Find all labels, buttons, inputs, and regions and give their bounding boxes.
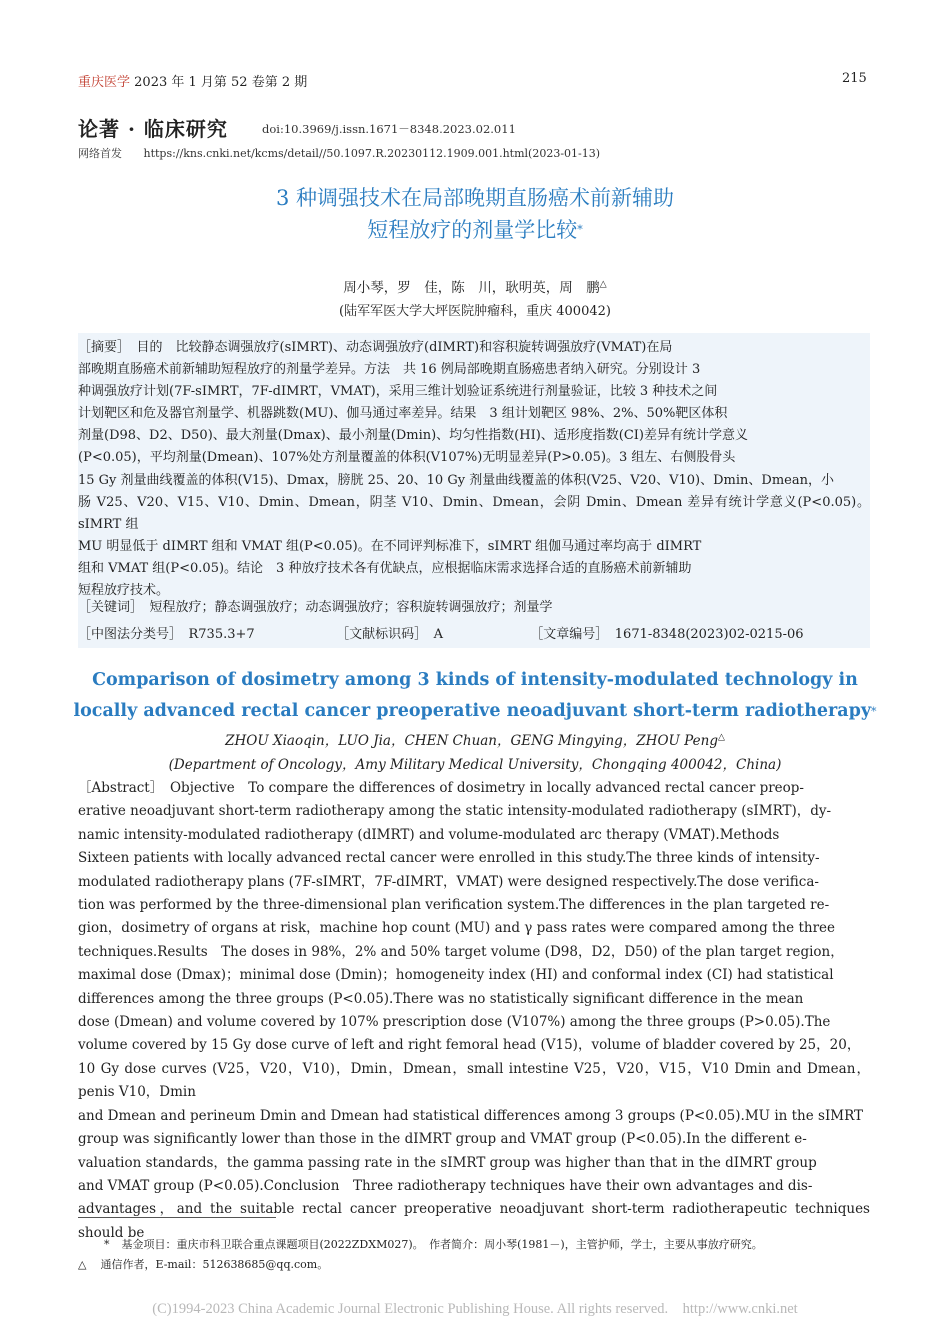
title-en-line2-wrap [0, 696, 950, 727]
article-number: ［文章编号］ 1671-8348(2023)02-0215-06 [530, 627, 804, 642]
title-cn-line1: 3 种调强技术在局部晚期直肠癌术前新辅助 [275, 186, 675, 210]
clc-number: ［中图法分类号］ R735.3+7 [78, 627, 255, 642]
title-en [0, 665, 950, 727]
page-number: 215 [842, 71, 867, 86]
abstract-en-line: advantages，and the suitable rectal cancer preoperative neoadjuvant short-term radiotherapeutic techniques should be [78, 1201, 870, 1241]
abstract-cn-line: 部晚期直肠癌术前新辅助短程放疗的剂量学差异。方法 共 16 例局部晚期直肠癌患者纳入研究。分别设计 3 [78, 362, 701, 378]
authors-cn [0, 276, 950, 296]
abstract-cn-line: 计划靶区和危及器官剂量学、机器跳数(MU)、伽马通过率差异。结果 3 组计划靶区 98%、2%、50%靶区体积 [78, 406, 728, 422]
journal-name: 重庆医学 [78, 75, 131, 90]
abstract-cn-line: 种调强放疗计划(7F-sIMRT，7F-dIMRT，VMAT)，采用三维计划验证系统进行剂量验证，比较 3 种技术之间 [78, 384, 718, 400]
affiliation-en: (Department of Oncology，Amy Military Medical University，Chongqing 400042，China) [168, 757, 782, 773]
abstract-en-line: gion，dosimetry of organs at risk，machine hop count (MU) and γ pass rates were compared among the three [78, 920, 836, 937]
abstract-en-line: erative neoadjuvant short-term radiotherapy among the static intensity-modulated radiotherapy (sIMRT)，dy- [78, 803, 832, 820]
copyright-watermark: (C)1994-2023 China Academic Journal Electronic Publishing House. All rights reserved. http://www.cnki.net [152, 1301, 798, 1317]
authors-en [0, 729, 950, 749]
footnote-fund-mark: * [104, 1238, 110, 1251]
footnote-fund [104, 1236, 763, 1252]
affiliation-cn: (陆军军医大学大坪医院肿瘤科，重庆 400042) [339, 304, 611, 319]
abstract-en-line: valuation standards，the gamma passing rate in the sIMRT group was higher than that in the dIMRT group [78, 1154, 817, 1171]
footnote-corr-text: 通信作者，E-mail：512638685@qq.com。 [100, 1258, 329, 1271]
abstract-cn-line: 15 Gy 剂量曲线覆盖的体积(V15)、Dmax，膀胱 25、20、10 Gy 剂量曲线覆盖的体积(V25、V20、V10)、Dmin、Dmean，小 [78, 472, 834, 488]
abstract-en-line: techniques.Results The doses in 98%，2% and 50% target volume (D98，D2，D50) of the plan target region， [78, 943, 844, 960]
abstract-cn [78, 337, 870, 602]
footnote-corr-mark: △ [78, 1258, 87, 1271]
doi[interactable]: doi:10.3969/j.issn.1671－8348.2023.02.011 [262, 122, 516, 136]
abstract-cn-line: 组和 VMAT 组(P<0.05)。结论 3 种放疗技术各有优缺点，应根据临床需求选择合适的直肠癌术前新辅助 [78, 560, 692, 576]
abstract-en-line: group was significantly lower than those in the dIMRT group and VMAT group (P<0.05).In the different e- [78, 1131, 807, 1148]
issue-info: 2023 年 1 月第 52 卷第 2 期 [134, 75, 308, 90]
online-first [78, 145, 600, 161]
keywords-cn: ［关键词］ 短程放疗；静态调强放疗；动态调强放疗；容积旋转调强放疗；剂量学 [78, 600, 553, 615]
abstract-en-line: volume covered by 15 Gy dose curve of left and right femoral head (V15)，volume of bladder covered by 25，20， [78, 1037, 861, 1054]
abstract-en-line: namic intensity-modulated radiotherapy (dIMRT) and volume-modulated arc therapy (VMAT).Methods [78, 826, 780, 843]
abstract-en-line: maximal dose (Dmax)；minimal dose (Dmin)；homogeneity index (HI) and conformal index (CI) had statistical [78, 967, 834, 984]
footnote-divider [78, 1217, 276, 1218]
online-first-url[interactable]: https://kns.cnki.net/kcms/detail//50.1097.R.20230112.1909.001.html(2023-01-13) [143, 147, 601, 160]
authors-cn-names: 周小琴，罗 佳，陈 川，耿明英，周 鹏 [343, 280, 600, 296]
abstract-cn-line: 剂量(D98、D2、D50)、最大剂量(Dmax)、最小剂量(Dmin)、均匀性指数(HI)、适形度指数(CI)差异有统计学意义 [78, 428, 749, 444]
title-cn-mark: * [577, 223, 583, 236]
abstract-en-line: and Dmean and perineum Dmin and Dmean had statistical differences among 3 groups (P<0.05).MU in the sIMRT [78, 1107, 864, 1124]
abstract-en-line: modulated radiotherapy plans (7F-sIMRT，7F-dIMRT，VMAT) were designed respectively.The dose verifica- [78, 873, 819, 890]
classification-row [78, 623, 870, 642]
title-cn-line2: 短程放疗的剂量学比较 [367, 218, 578, 242]
footnote-corresponding [78, 1256, 328, 1272]
abstract-en-line: and VMAT group (P<0.05).Conclusion Three radiotherapy techniques have their own advantages and dis- [78, 1177, 813, 1194]
abstract-cn-line: 短程放疗技术。 [78, 583, 170, 599]
title-en-line2: locally advanced rectal cancer preoperative neoadjuvant short-term radiotherapy [73, 701, 872, 721]
abstract-cn-line: MU 明显低于 dIMRT 组和 VMAT 组(P<0.05)。在不同评判标准下，sIMRT 组伽马通过率均高于 dIMRT [78, 538, 702, 554]
abstract-en-line: dose (Dmean) and volume covered by 107% prescription dose (V107%) among the three groups (P>0.05).The [78, 1014, 831, 1031]
abstract-en [78, 777, 870, 1245]
authors-en-names: ZHOU Xiaoqin，LUO Jia，CHEN Chuan，GENG Mingying，ZHOU Peng [225, 733, 718, 749]
title-cn-line2-wrap [0, 214, 950, 246]
abstract-cn-line: 肠 V25、V20、V15、V10、Dmin、Dmean，阴茎 V10、Dmin、Dmean，会阴 Dmin、Dmean 差异有统计学意义(P<0.05)。sIMRT 组 [78, 494, 870, 532]
authors-cn-mark: △ [599, 279, 607, 290]
footnote-fund-text: 基金项目：重庆市科卫联合重点课题项目(2022ZDXM027)。 作者简介：周小琴(1981－)，主管护师，学士，主要从事放疗研究。 [121, 1238, 763, 1251]
title-en-line1: Comparison of dosimetry among 3 kinds of intensity-modulated technology in [92, 670, 858, 690]
authors-en-mark: △ [717, 732, 725, 743]
title-en-mark: * [871, 705, 877, 718]
abstract-cn-line: (P<0.05)，平均剂量(Dmean)、107%处方剂量覆盖的体积(V107%)无明显差异(P>0.05)。3 组左、右侧股骨头 [78, 450, 736, 466]
abstract-cn-line: ［摘要］ 目的 比较静态调强放疗(sIMRT)、动态调强放疗(dIMRT)和容积旋转调强放疗(VMAT)在局 [78, 340, 673, 355]
document-code: ［文献标识码］ A [336, 627, 444, 642]
running-header [78, 71, 307, 90]
abstract-en-line: Sixteen patients with locally advanced rectal cancer were enrolled in this study.The three kinds of intensity- [78, 850, 820, 867]
section-title: 论著 · 临床研究 [78, 117, 228, 141]
abstract-en-line: tion was performed by the three-dimensional plan verification system.The differences in the plan targeted re- [78, 897, 830, 914]
online-first-label: 网络首发 [78, 147, 122, 160]
abstract-en-line: 10 Gy dose curves (V25，V20，V10)，Dmin，Dmean，small intestine V25，V20，V15，V10 Dmin and Dmean，penis V10，Dmin [78, 1060, 870, 1101]
abstract-en-line: differences among the three groups (P<0.05).There was no statistically significant difference in the mean [78, 990, 804, 1007]
title-cn [0, 182, 950, 246]
abstract-en-line: ［Abstract］ Objective To compare the differences of dosimetry in locally advanced rectal cancer preop- [78, 780, 804, 796]
